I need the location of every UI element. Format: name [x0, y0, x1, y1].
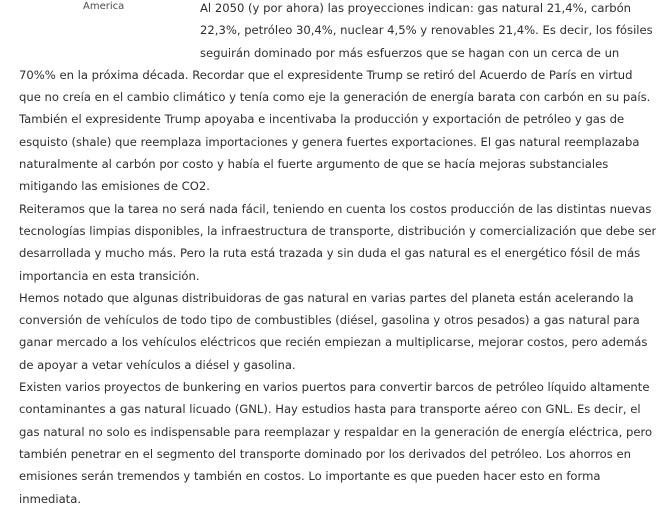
article-line: También el expresidente Trump apoyaba e incentivaba la producción y exportación de petróleo y gas de: [19, 112, 625, 127]
image-caption: America: [83, 1, 125, 12]
article-line: seguirán dominado por más esfuerzos que se hagan con un cerca de un: [200, 45, 620, 60]
article-line: contaminantes a gas natural licuado (GNL). Hay estudios hasta para transporte aéreo con GNL. Es decir, el: [19, 402, 641, 417]
article-line: naturalmente al carbón por costo y había el fuerte argumento de que se hacía mejoras substanciales: [19, 157, 609, 172]
article-line: importancia en esta transición.: [19, 268, 200, 283]
article-line: Reiteramos que la tarea no será nada fácil, teniendo en cuenta los costos producción de las distintas nuevas: [19, 201, 652, 216]
article-line: inmediata.: [19, 491, 82, 506]
article-line: desarrollada y mucho más. Pero la ruta está trazada y sin duda el gas natural es el energético fósil de más: [19, 246, 641, 261]
article-line: tecnologías limpias disponibles, la infraestructura de transporte, distribución y comercialización que debe ser: [19, 223, 656, 238]
article-line: 70%% en la próxima década. Recordar que el expresidente Trump se retiró del Acuerdo de París en virtud: [19, 67, 633, 82]
article-line: conversión de vehículos de todo tipo de combustibles (diésel, gasolina y otros pesados) a gas natural para: [19, 313, 640, 328]
article-line: Al 2050 (y por ahora) las proyecciones indican: gas natural 21,4%, carbón: [200, 1, 632, 15]
article-line: Existen varios proyectos de bunkering en varios puertos para convertir barcos de petróleo líquido altamente: [19, 380, 650, 395]
article-line: esquisto (shale) que reemplaza importaciones y genera fuertes exportaciones. El gas natural reemplazaba: [19, 134, 640, 149]
article-line: mitigando las emisiones de CO2.: [19, 179, 210, 194]
article-line: 22,3%, petróleo 30,4%, nuclear 4,5% y renovables 21,4%. Es decir, los fósiles: [200, 23, 653, 38]
article-line: también penetrar en el segmento del transporte dominado por los derivados del petróleo. Los ahorros en: [19, 446, 631, 461]
article-line: Hemos notado que algunas distribuidoras de gas natural en varias partes del planeta están acelerando la: [19, 290, 634, 305]
article-line: emisiones serán tremendos y también en costos. Lo importante es que pueden hacer esto en forma: [19, 469, 601, 484]
article-line: que no creía en el cambio climático y tenía como eje la generación de energía barata con carbón en su país.: [19, 90, 651, 105]
article-line: gas natural no solo es indispensable para reemplazar y respaldar en la generación de energía eléctrica, pero: [19, 424, 653, 439]
article-body: [19, 0, 656, 510]
article-line: de apoyar a vetar vehículos a diésel y gasolina.: [19, 357, 296, 372]
article-line: ganar mercado a los vehículos eléctricos que recién empiezan a multiplicarse, mejorar costos, pero además: [19, 335, 648, 350]
